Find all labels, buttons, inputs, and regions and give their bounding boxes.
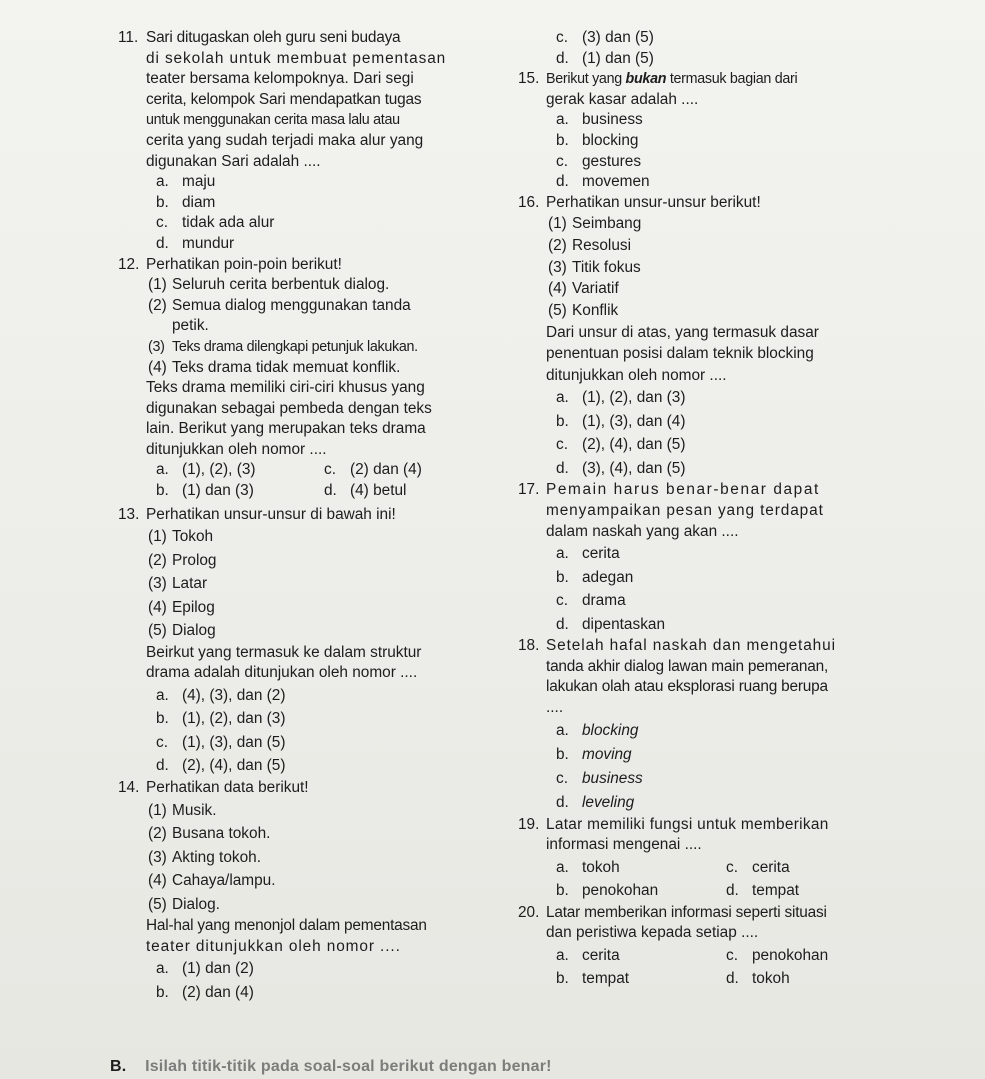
question-11 (118, 28, 498, 255)
option-a[interactable] (546, 110, 948, 131)
question-14 (118, 778, 498, 1004)
item-text: Resolusi (572, 237, 632, 255)
option-key: d. (556, 793, 569, 811)
option-row (146, 481, 498, 502)
question-20 (518, 903, 948, 991)
option-key: b. (556, 970, 569, 988)
option-key: c. (556, 152, 568, 170)
option-text: business (582, 111, 643, 129)
emphasis-text: bukan (625, 71, 667, 88)
option-text: blocking (582, 131, 639, 149)
option-a[interactable] (156, 460, 324, 481)
question-14-continued (518, 28, 948, 69)
option-key: b. (156, 193, 169, 211)
option-key: c. (726, 946, 738, 964)
option-text: gestures (582, 152, 642, 170)
option-row (546, 879, 948, 903)
question-number: 15. (518, 70, 540, 88)
option-text: (1) dan (3) (182, 482, 254, 500)
question-17 (518, 480, 948, 636)
list-item (546, 278, 948, 300)
option-key: c. (556, 769, 568, 787)
question-intro: Perhatikan poin-poin berikut! (146, 255, 342, 273)
item-key: (2) (148, 296, 167, 314)
question-number: 16. (518, 193, 540, 211)
option-text: maju (182, 173, 216, 191)
option-key: c. (324, 461, 336, 479)
item-text: Titik fokus (572, 258, 641, 276)
option-row (546, 967, 948, 991)
item-key: (1) (548, 215, 567, 233)
item-key: (2) (148, 825, 167, 843)
option-key: c. (156, 733, 168, 751)
option-b[interactable] (546, 566, 948, 590)
option-key: d. (556, 615, 569, 633)
question-number: 11. (118, 29, 139, 46)
option-a[interactable] (556, 944, 726, 968)
item-text: Dialog (172, 622, 216, 640)
question-intro: Perhatikan data berikut! (146, 778, 309, 796)
question-text: teater ditunjukkan oleh nomor .... (146, 937, 401, 955)
option-text: (2) dan (4) (350, 461, 422, 479)
section-instruction: Isilah titik-titik pada soal-soal berikut dengan benar! (145, 1058, 552, 1075)
option-text: tempat (752, 882, 800, 900)
option-text: dipentaskan (582, 615, 666, 633)
question-16 (518, 193, 948, 481)
option-text: (1), (3), dan (5) (182, 733, 286, 751)
item-text: Teks drama tidak memuat konflik. (172, 358, 401, 376)
item-key: (5) (148, 622, 167, 640)
option-b[interactable] (546, 743, 948, 767)
question-text: dan peristiwa kepada setiap .... (546, 924, 759, 942)
item-key: (2) (548, 237, 567, 255)
option-c[interactable] (324, 460, 422, 481)
option-key: b. (156, 482, 169, 500)
option-d[interactable] (726, 879, 799, 903)
option-key: a. (156, 960, 169, 978)
list-item (146, 619, 498, 643)
option-row (146, 460, 498, 481)
option-key: b. (556, 568, 569, 586)
option-key: c. (556, 29, 568, 46)
option-text: (3) dan (5) (582, 29, 654, 46)
item-text: petik. (172, 317, 209, 335)
item-text: Cahaya/lampu. (172, 872, 276, 890)
list-item (546, 300, 948, 322)
question-text: digunakan sebagai pembeda dengan teks (146, 399, 432, 417)
option-text: moving (582, 745, 632, 763)
option-text: (1), (3), dan (4) (582, 412, 686, 430)
option-text: blocking (582, 721, 639, 739)
option-text: (1) dan (5) (582, 49, 654, 67)
item-key: (5) (148, 895, 167, 913)
item-text: Prolog (172, 551, 217, 569)
list-item (146, 296, 498, 317)
option-key: d. (556, 459, 569, 477)
option-key: a. (156, 173, 169, 191)
list-item (146, 337, 498, 358)
option-key: b. (556, 745, 569, 763)
option-key: c. (726, 858, 738, 876)
option-text: (1), (2), dan (3) (182, 710, 286, 728)
section-label: B. (110, 1058, 127, 1075)
option-a[interactable] (146, 684, 498, 708)
question-text: digunakan Sari adalah .... (146, 152, 321, 170)
item-text: Konflik (572, 302, 619, 320)
item-text: Dialog. (172, 895, 220, 913)
item-text: Teks drama dilengkapi petunjuk lakukan. (172, 338, 418, 355)
option-d[interactable] (546, 791, 948, 815)
option-key: c. (556, 592, 568, 610)
option-key: d. (156, 757, 169, 775)
option-key: a. (156, 461, 169, 479)
item-text: Tokoh (172, 528, 214, 546)
question-15 (518, 69, 948, 193)
option-key: b. (556, 131, 569, 149)
question-text: penentuan posisi dalam teknik blocking (546, 345, 814, 363)
question-text (546, 69, 948, 90)
item-text: Seimbang (572, 215, 642, 233)
list-item (146, 822, 498, 846)
text-run: termasuk bagian dari (666, 71, 798, 88)
section-b-heading (110, 1058, 552, 1076)
option-row (546, 944, 948, 968)
question-text: informasi mengenai .... (546, 836, 702, 854)
question-number: 14. (118, 778, 140, 796)
item-text: Epilog (172, 598, 215, 616)
question-text: Setelah hafal naskah dan mengetahui (546, 637, 836, 655)
option-key: b. (156, 710, 169, 728)
option-key: b. (156, 983, 169, 1001)
list-item (146, 596, 498, 620)
item-key: (3) (148, 575, 167, 593)
option-key: b. (556, 882, 569, 900)
question-text: cerita, kelompok Sari mendapatkan tugas (146, 90, 422, 108)
option-text: diam (182, 193, 216, 211)
question-text: gerak kasar adalah .... (546, 90, 699, 108)
option-text: cerita (752, 858, 790, 876)
option-key: d. (556, 173, 569, 191)
item-text: Latar (172, 575, 208, 593)
question-text: ditunjukkan oleh nomor .... (546, 366, 727, 384)
question-12 (118, 255, 498, 502)
option-c[interactable] (546, 28, 948, 49)
option-text: tokoh (582, 858, 620, 876)
item-key: (4) (148, 872, 167, 890)
option-a[interactable] (546, 542, 948, 566)
option-text: mundur (182, 234, 235, 252)
option-a[interactable] (556, 856, 726, 880)
question-text: Hal-hal yang menonjol dalam pementasan (146, 917, 427, 935)
option-d[interactable] (146, 754, 498, 778)
option-text: (2), (4), dan (5) (582, 436, 686, 454)
option-key: d. (156, 234, 169, 252)
option-text: adegan (582, 568, 634, 586)
list-item (146, 846, 498, 870)
question-text: .... (546, 698, 564, 716)
option-key: a. (556, 946, 569, 964)
option-d[interactable] (546, 613, 948, 637)
option-key: d. (556, 49, 569, 67)
option-b[interactable] (146, 193, 498, 214)
list-item (146, 358, 498, 379)
question-text: drama adalah ditunjukan oleh nomor .... (146, 664, 418, 682)
item-key: (3) (148, 338, 165, 355)
item-text: Musik. (172, 801, 217, 819)
question-18 (518, 636, 948, 814)
option-d[interactable] (546, 172, 948, 193)
question-text: lakukan olah atau eksplorasi ruang berupa (546, 678, 828, 696)
question-text: lain. Berikut yang merupakan teks drama (146, 420, 426, 438)
option-text: tokoh (752, 970, 790, 988)
option-a[interactable] (146, 172, 498, 193)
option-text: tidak ada alur (182, 214, 275, 232)
option-key: a. (556, 111, 569, 129)
option-d[interactable] (324, 481, 406, 502)
question-19 (518, 815, 948, 903)
list-item (546, 257, 948, 279)
option-row (546, 856, 948, 880)
option-key: a. (556, 545, 569, 563)
question-text: di sekolah untuk membuat pementasan (146, 49, 447, 67)
question-number: 20. (518, 903, 540, 921)
item-key: (1) (148, 276, 167, 294)
question-text: Beirkut yang termasuk ke dalam struktur (146, 643, 422, 661)
question-intro: Perhatikan unsur-unsur di bawah ini! (146, 505, 396, 523)
list-item (546, 213, 948, 235)
list-item (146, 275, 498, 296)
option-b[interactable] (546, 131, 948, 152)
option-key: b. (556, 412, 569, 430)
option-key: c. (556, 436, 568, 454)
option-text: (1), (2), dan (3) (582, 389, 686, 407)
question-number: 12. (118, 255, 140, 273)
option-text: cerita (582, 946, 620, 964)
item-text: Akting tokoh. (172, 848, 261, 866)
list-item (546, 235, 948, 257)
option-key: a. (156, 686, 169, 704)
option-text: (3), (4), dan (5) (582, 459, 686, 477)
item-key: (1) (148, 801, 167, 819)
option-c[interactable] (146, 213, 498, 234)
item-key: (4) (148, 358, 167, 376)
option-c[interactable] (546, 433, 948, 457)
list-item (146, 525, 498, 549)
option-d[interactable] (546, 457, 948, 481)
question-text: dalam naskah yang akan .... (546, 522, 739, 540)
item-text: Seluruh cerita berbentuk dialog. (172, 276, 390, 294)
question-text: Dari unsur di atas, yang termasuk dasar (546, 323, 819, 341)
option-d[interactable] (146, 234, 498, 255)
option-text: movemen (582, 173, 650, 191)
option-c[interactable] (726, 856, 790, 880)
question-number: 17. (518, 481, 540, 499)
question-text: cerita yang sudah terjadi maka alur yang (146, 131, 424, 149)
option-text: (1) dan (2) (182, 960, 254, 978)
option-key: d. (726, 882, 739, 900)
option-text: penokohan (582, 882, 659, 900)
list-item (146, 799, 498, 823)
list-item (146, 572, 498, 596)
option-key: d. (324, 482, 337, 500)
item-key: (3) (148, 848, 167, 866)
question-text: Latar memberikan informasi seperti situasi (546, 903, 827, 921)
option-text: (2) dan (4) (182, 983, 254, 1001)
option-text: cerita (582, 545, 620, 563)
item-key: (4) (148, 598, 167, 616)
question-text: teater bersama kelompoknya. Dari segi (146, 70, 414, 88)
option-text: drama (582, 592, 626, 610)
item-text: Semua dialog menggunakan tanda (172, 296, 411, 314)
item-key: (5) (548, 302, 567, 320)
option-c[interactable] (546, 152, 948, 173)
option-c[interactable] (546, 589, 948, 613)
item-text: Variatif (572, 280, 619, 298)
question-text: Latar memiliki fungsi untuk memberikan (546, 815, 829, 833)
option-key: d. (726, 970, 739, 988)
list-item (146, 893, 498, 917)
option-text: penokohan (752, 946, 829, 964)
list-item (146, 316, 498, 337)
option-b[interactable] (146, 707, 498, 731)
option-b[interactable] (146, 981, 498, 1005)
option-text: tempat (582, 970, 630, 988)
option-text: (2), (4), dan (5) (182, 757, 286, 775)
question-text: ditunjukkan oleh nomor .... (146, 440, 327, 458)
option-b[interactable] (156, 481, 324, 502)
item-key: (1) (148, 528, 167, 546)
question-number: 19. (518, 815, 540, 833)
option-text: leveling (582, 793, 635, 811)
list-item (146, 869, 498, 893)
option-b[interactable] (546, 410, 948, 434)
question-intro: Perhatikan unsur-unsur berikut! (546, 193, 761, 211)
option-text: business (582, 769, 643, 787)
question-number: 13. (118, 505, 140, 523)
option-text: (1), (2), (3) (182, 461, 256, 479)
option-c[interactable] (146, 731, 498, 755)
item-key: (2) (148, 551, 167, 569)
question-text: menyampaikan pesan yang terdapat (546, 501, 824, 519)
option-key: a. (556, 721, 569, 739)
question-text: Sari ditugaskan oleh guru seni budaya (146, 29, 401, 46)
option-c[interactable] (726, 944, 828, 968)
option-d[interactable] (726, 967, 790, 991)
item-key: (4) (548, 280, 567, 298)
option-text: (4), (3), dan (2) (182, 686, 286, 704)
question-text: tanda akhir dialog lawan main pemeranan, (546, 657, 829, 675)
option-key: a. (556, 858, 569, 876)
option-a[interactable] (146, 957, 498, 981)
list-item (146, 549, 498, 573)
question-13 (118, 505, 498, 778)
question-text: Pemain harus benar-benar dapat (546, 481, 820, 499)
question-text: untuk menggunakan cerita masa lalu atau (146, 112, 400, 129)
option-c[interactable] (546, 767, 948, 791)
item-key: (3) (548, 258, 567, 276)
option-b[interactable] (556, 879, 726, 903)
option-key: c. (156, 214, 168, 232)
option-text: (4) betul (350, 482, 407, 500)
option-a[interactable] (546, 719, 948, 743)
item-text: Busana tokoh. (172, 825, 271, 843)
left-column (118, 28, 498, 1004)
question-text: Teks drama memiliki ciri-ciri khusus yang (146, 379, 425, 397)
question-number: 18. (518, 637, 540, 655)
right-column (518, 28, 948, 991)
text-run: Berikut yang (546, 71, 626, 88)
option-key: a. (556, 389, 569, 407)
option-a[interactable] (546, 386, 948, 410)
option-d[interactable] (546, 49, 948, 70)
option-b[interactable] (556, 967, 726, 991)
